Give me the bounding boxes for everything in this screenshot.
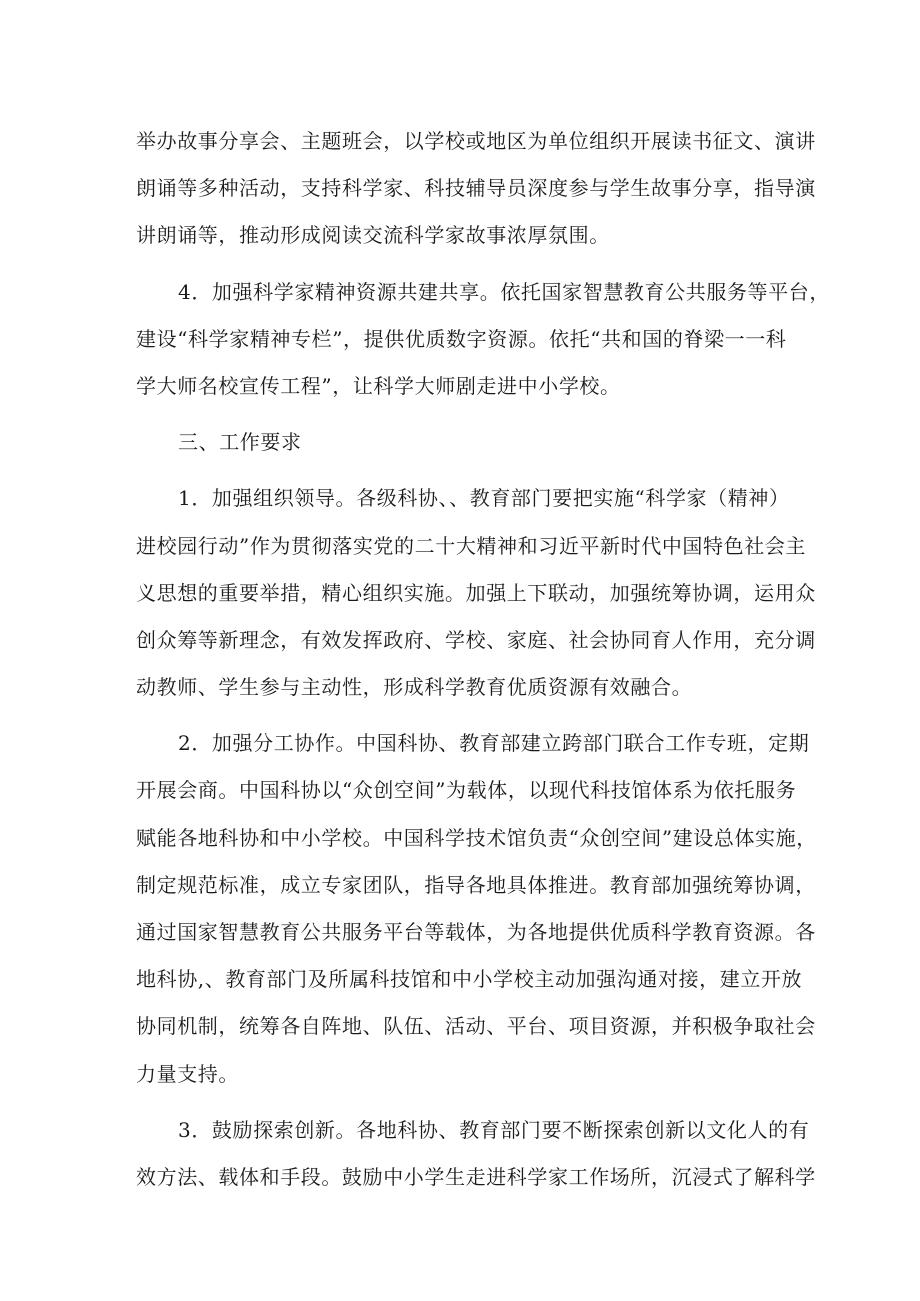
text-line: 朗诵等多种活动，支持科学家、科技辅导员深度参与学生故事分享，指导演 <box>136 176 816 201</box>
text-line: 3．鼓励探索创新。各地科协、教育部门要不断探索创新以文化人的有 <box>178 1117 810 1142</box>
text-line: 学大师名校宣传工程”，让科学大师剧走进中小学校。 <box>136 373 621 398</box>
paragraph-item-3-innovation <box>136 1107 816 1201</box>
text-line: 动教师、学生参与主动性，形成科学教育优质资源有效融合。 <box>136 675 693 700</box>
text-line: 赋能各地科协和中小学校。中国科学技术馆负责“众创空间”建设总体实施， <box>136 825 817 850</box>
text-line: 2．加强分工协作。中国科协、教育部建立跨部门联合工作专班，定期 <box>178 731 810 756</box>
paragraph-item-2-cooperation <box>136 720 817 1098</box>
text-line: 举办故事分享会、主题班会，以学校或地区为单位组织开展读书征文、演讲 <box>136 129 816 153</box>
text-line: 1．加强组织领导。各级科协、、教育部门要把实施“科学家（精神） <box>178 486 790 511</box>
text-line: 创众筹等新理念，有效发挥政府、学校、家庭、社会协同育人作用，充分调 <box>136 627 816 652</box>
section-heading: 三、工作要求 <box>178 430 302 455</box>
text-line: 力量支持。 <box>136 1061 239 1086</box>
paragraph-item-1-leadership <box>136 475 816 711</box>
text-line: 讲朗诵等，推动形成阅读交流科学家故事浓厚氛围。 <box>136 223 610 248</box>
text-line: 义思想的重要举措，精心组织实施。加强上下联动，加强统筹协调，运用众 <box>136 580 816 605</box>
text-line: 4．加强科学家精神资源共建共享。依托国家智慧教育公共服务等平台， <box>178 279 830 304</box>
text-line: 建设“科学家精神专栏”，提供优质数字资源。依托“共和国的脊梁一一科 <box>136 326 787 351</box>
text-line: 地科协,、教育部门及所属科技馆和中小学校主动加强沟通对接，建立开放 <box>136 967 803 992</box>
paragraph-reading-activities <box>136 118 816 260</box>
text-line: 开展会商。中国科协以“众创空间”为载体，以现代科技馆体系为依托服务 <box>136 778 797 803</box>
text-line: 协同机制，统筹各自阵地、队伍、活动、平台、项目资源，并积极争取社会 <box>136 1014 816 1039</box>
text-line: 通过国家智慧教育公共服务平台等载体，为各地提供优质科学教育资源。各 <box>136 920 816 944</box>
text-line: 进校园行动”作为贯彻落实党的二十大精神和习近平新时代中国特色社会主 <box>136 533 807 558</box>
paragraph-item-4-resources <box>136 269 830 411</box>
text-line: 效方法、载体和手段。鼓励中小学生走进科学家工作场所，沉浸式了解科学 <box>136 1164 816 1189</box>
document-body <box>136 118 830 1201</box>
section-heading-work-requirements <box>136 419 796 466</box>
text-line: 制定规范标准，成立专家团队，指导各地具体推进。教育部加强统筹协调， <box>136 872 816 897</box>
